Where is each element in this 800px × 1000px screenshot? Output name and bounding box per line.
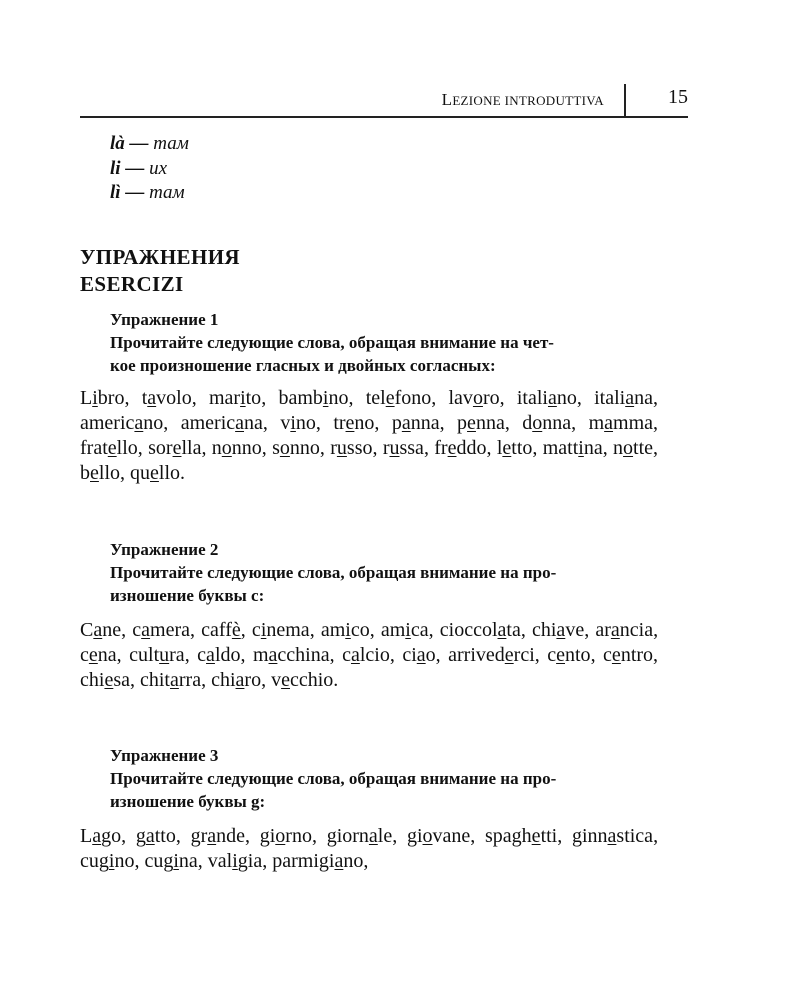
stressed-vowel: a <box>350 644 360 666</box>
exercise-word: amico <box>320 619 370 641</box>
exercise-2-header <box>110 538 662 607</box>
stressed-vowel: e <box>611 644 621 666</box>
stressed-vowel: e <box>104 669 114 691</box>
vocab-translation: там <box>153 133 189 154</box>
stressed-vowel: e <box>385 387 395 409</box>
exercise-instruction: Прочитайте следующие слова, обращая внимание на про- <box>110 563 557 582</box>
chapter-title <box>442 90 604 110</box>
vocab-list <box>110 132 189 206</box>
exercise-word: cento <box>547 644 591 666</box>
stressed-vowel: a <box>547 387 557 409</box>
exercise-word: chiaro <box>211 669 262 691</box>
stressed-vowel: a <box>610 619 620 641</box>
exercise-word: Cane <box>80 619 122 641</box>
stressed-vowel: a <box>207 825 217 847</box>
stressed-vowel: a <box>416 644 426 666</box>
stressed-vowel: e <box>531 825 541 847</box>
exercise-word: notte <box>613 437 654 459</box>
stressed-vowel: e <box>172 437 182 459</box>
exercise-instruction: кое произношение гласных и двойных согласных: <box>110 356 496 375</box>
exercise-word: lavoro <box>448 387 500 409</box>
exercise-word: americano <box>80 412 164 434</box>
vocab-translation: там <box>149 182 185 203</box>
stressed-vowel: o <box>221 437 232 459</box>
exercise-1-header <box>110 308 662 377</box>
exercise-word: spaghetti <box>485 825 558 847</box>
stressed-vowel: o <box>279 437 290 459</box>
exercise-word: cugina <box>144 850 198 872</box>
stressed-vowel: a <box>147 387 157 409</box>
stressed-vowel: a <box>607 825 617 847</box>
exercise-word: bambino <box>278 387 349 409</box>
exercise-word: cugino <box>80 850 135 872</box>
exercise-word: valigia <box>207 850 263 872</box>
exercise-word: macchina <box>252 644 330 666</box>
exercise-label: Упражнение 1 <box>110 310 219 329</box>
stressed-vowel: i <box>260 619 267 641</box>
vocab-word: lì <box>110 182 121 203</box>
exercise-word: centro <box>603 644 654 666</box>
header-divider <box>624 84 626 116</box>
exercise-word: grande <box>190 825 246 847</box>
exercise-word: ginnastica <box>571 825 654 847</box>
vocab-item <box>110 157 189 182</box>
exercise-word: arrivederci <box>448 644 535 666</box>
vocab-item <box>110 181 189 206</box>
stressed-vowel: e <box>467 412 476 434</box>
exercise-word: chiave <box>531 619 585 641</box>
exercise-word: chitarra <box>140 669 202 691</box>
stressed-vowel: o <box>532 412 543 434</box>
exercise-word: giovane <box>406 825 471 847</box>
stressed-vowel: a <box>604 412 614 434</box>
exercise-word: vecchio <box>271 669 334 691</box>
exercise-instruction: изношение буквы g: <box>110 792 266 811</box>
exercise-word: parmigiano <box>272 850 364 872</box>
exercise-word: cioccolata <box>439 619 521 641</box>
stressed-vowel: a <box>92 825 102 847</box>
stressed-vowel: i <box>578 437 584 459</box>
exercise-label: Упражнение 2 <box>110 540 219 559</box>
stressed-vowel: i <box>322 387 329 409</box>
exercise-word: giorno <box>259 825 312 847</box>
stressed-vowel: e <box>345 412 355 434</box>
exercise-word: cinema <box>251 619 310 641</box>
exercise-1-words: Libro, tavolo, marito, bambino, telefono, lavoro, italiano, italiana, americano, americana, vino, treno, panna, penna, donna, mamma, fratello, sorella, nonno, sonno, russo, russa, freddo, letto, mattina, notte, bello, quello. <box>80 387 659 484</box>
exercise-word: penna <box>457 412 505 434</box>
exercise-word: gatto <box>135 825 176 847</box>
stressed-vowel: a <box>268 644 278 666</box>
section-title-ru: УПРАЖНЕНИЯ <box>80 245 240 269</box>
exercise-word: panna <box>391 412 440 434</box>
exercise-word: americana <box>180 412 263 434</box>
stressed-vowel: e <box>504 644 514 666</box>
exercise-word: sonno <box>272 437 320 459</box>
exercise-word: italiano <box>516 387 577 409</box>
exercise-word: sorella <box>148 437 202 459</box>
vocab-dash: — <box>120 182 150 203</box>
exercise-word: fratello <box>80 437 138 459</box>
exercise-word: caldo <box>197 644 241 666</box>
vocab-word: là <box>110 133 125 154</box>
exercise-word: russo <box>330 437 373 459</box>
exercise-3-header <box>110 744 662 813</box>
vocab-dash: — <box>120 157 150 179</box>
stressed-vowel: a <box>141 619 151 641</box>
stressed-vowel: i <box>108 850 115 872</box>
stressed-vowel: e <box>447 437 457 459</box>
exercise-word: Lago <box>80 825 122 847</box>
exercise-word: mamma <box>588 412 654 434</box>
stressed-vowel: e <box>107 437 117 459</box>
exercise-word: calcio <box>342 644 390 666</box>
section-title <box>80 244 240 298</box>
stressed-vowel: e <box>556 644 565 666</box>
stressed-vowel: e <box>502 437 512 459</box>
stressed-vowel: o <box>422 825 433 847</box>
stressed-vowel: e <box>150 462 159 484</box>
stressed-vowel: u <box>159 644 170 666</box>
exercise-word: marito <box>208 387 262 409</box>
exercise-instruction: Прочитайте следующие слова, обращая внимание на про- <box>110 769 557 788</box>
stressed-vowel: i <box>290 412 296 434</box>
exercise-word: giornale <box>326 825 393 847</box>
stressed-vowel: i <box>232 850 238 872</box>
stressed-vowel: a <box>206 644 215 666</box>
exercise-instruction: изношение буквы c: <box>110 586 265 605</box>
stressed-vowel: i <box>345 619 351 641</box>
vocab-word: li <box>110 157 121 179</box>
stressed-vowel: a <box>145 825 155 847</box>
exercise-3-words: Lago, gatto, grande, giorno, giornale, giovane, spaghetti, ginnastica, cugino, cugina, valigia, parmigiano, <box>80 825 659 872</box>
exercise-word: caffè <box>201 619 241 641</box>
section-title-it: ESERCIZI <box>80 272 184 296</box>
stressed-vowel: a <box>401 412 411 434</box>
stressed-vowel: u <box>336 437 347 459</box>
exercise-word: russa <box>382 437 424 459</box>
exercise-word: vino <box>280 412 316 434</box>
exercise-word: donna <box>522 412 572 434</box>
stressed-vowel: e <box>281 669 290 691</box>
vocab-dash: — <box>124 133 154 154</box>
stressed-vowel: a <box>334 850 344 872</box>
exercise-word: freddo <box>434 437 487 459</box>
stressed-vowel: a <box>170 669 179 691</box>
stressed-vowel: a <box>134 412 144 434</box>
chapter-title-initial: L <box>441 90 453 109</box>
exercise-word: arancia <box>595 619 654 641</box>
exercise-instruction: Прочитайте следующие слова, обращая внимание на чет- <box>110 333 554 352</box>
stressed-vowel: i <box>240 387 246 409</box>
exercise-word: mattina <box>542 437 603 459</box>
stressed-vowel: a <box>368 825 378 847</box>
stressed-vowel: a <box>497 619 507 641</box>
exercise-word: camera <box>132 619 191 641</box>
running-head <box>80 84 688 118</box>
chapter-title-smallcaps: EZIONE INTRODUTTIVA <box>452 93 604 108</box>
stressed-vowel: i <box>405 619 411 641</box>
exercise-word: nonno <box>211 437 262 459</box>
exercise-word: quello <box>130 462 181 484</box>
exercise-word: ciao <box>402 644 436 666</box>
vocab-item <box>110 132 189 157</box>
exercise-word: bello <box>80 462 121 484</box>
stressed-vowel: a <box>93 619 103 641</box>
stressed-vowel: a <box>235 669 245 691</box>
exercise-word: telefono <box>365 387 432 409</box>
stressed-vowel: o <box>275 825 286 847</box>
stressed-vowel: è <box>231 619 241 641</box>
exercise-word: cultura <box>129 644 185 666</box>
page-number: 15 <box>668 86 688 108</box>
exercise-2-words: Cane, camera, caffè, cinema, amico, amica, cioccolata, chiave, arancia, cena, cultura, caldo, macchina, calcio, ciao, arrivederci, cento, centro, chiesa, chitarra, chiaro, vecchio. <box>80 619 659 691</box>
stressed-vowel: i <box>173 850 179 872</box>
exercise-word: italiana <box>594 387 653 409</box>
stressed-vowel: a <box>235 412 245 434</box>
exercise-word: letto <box>496 437 533 459</box>
stressed-vowel: i <box>92 387 98 409</box>
stressed-vowel: o <box>472 387 483 409</box>
stressed-vowel: e <box>88 644 98 666</box>
stressed-vowel: e <box>90 462 99 484</box>
exercise-word: chiesa <box>80 669 130 691</box>
exercise-word: amica <box>380 619 429 641</box>
stressed-vowel: a <box>556 619 566 641</box>
exercise-word: treno <box>333 412 375 434</box>
exercise-word: tavolo <box>141 387 192 409</box>
stressed-vowel: a <box>625 387 635 409</box>
stressed-vowel: u <box>389 437 400 459</box>
exercise-word: Libro <box>80 387 125 409</box>
exercise-label: Упражнение 3 <box>110 746 219 765</box>
exercise-word: cena <box>80 644 117 666</box>
stressed-vowel: o <box>623 437 634 459</box>
vocab-translation: их <box>149 157 167 179</box>
